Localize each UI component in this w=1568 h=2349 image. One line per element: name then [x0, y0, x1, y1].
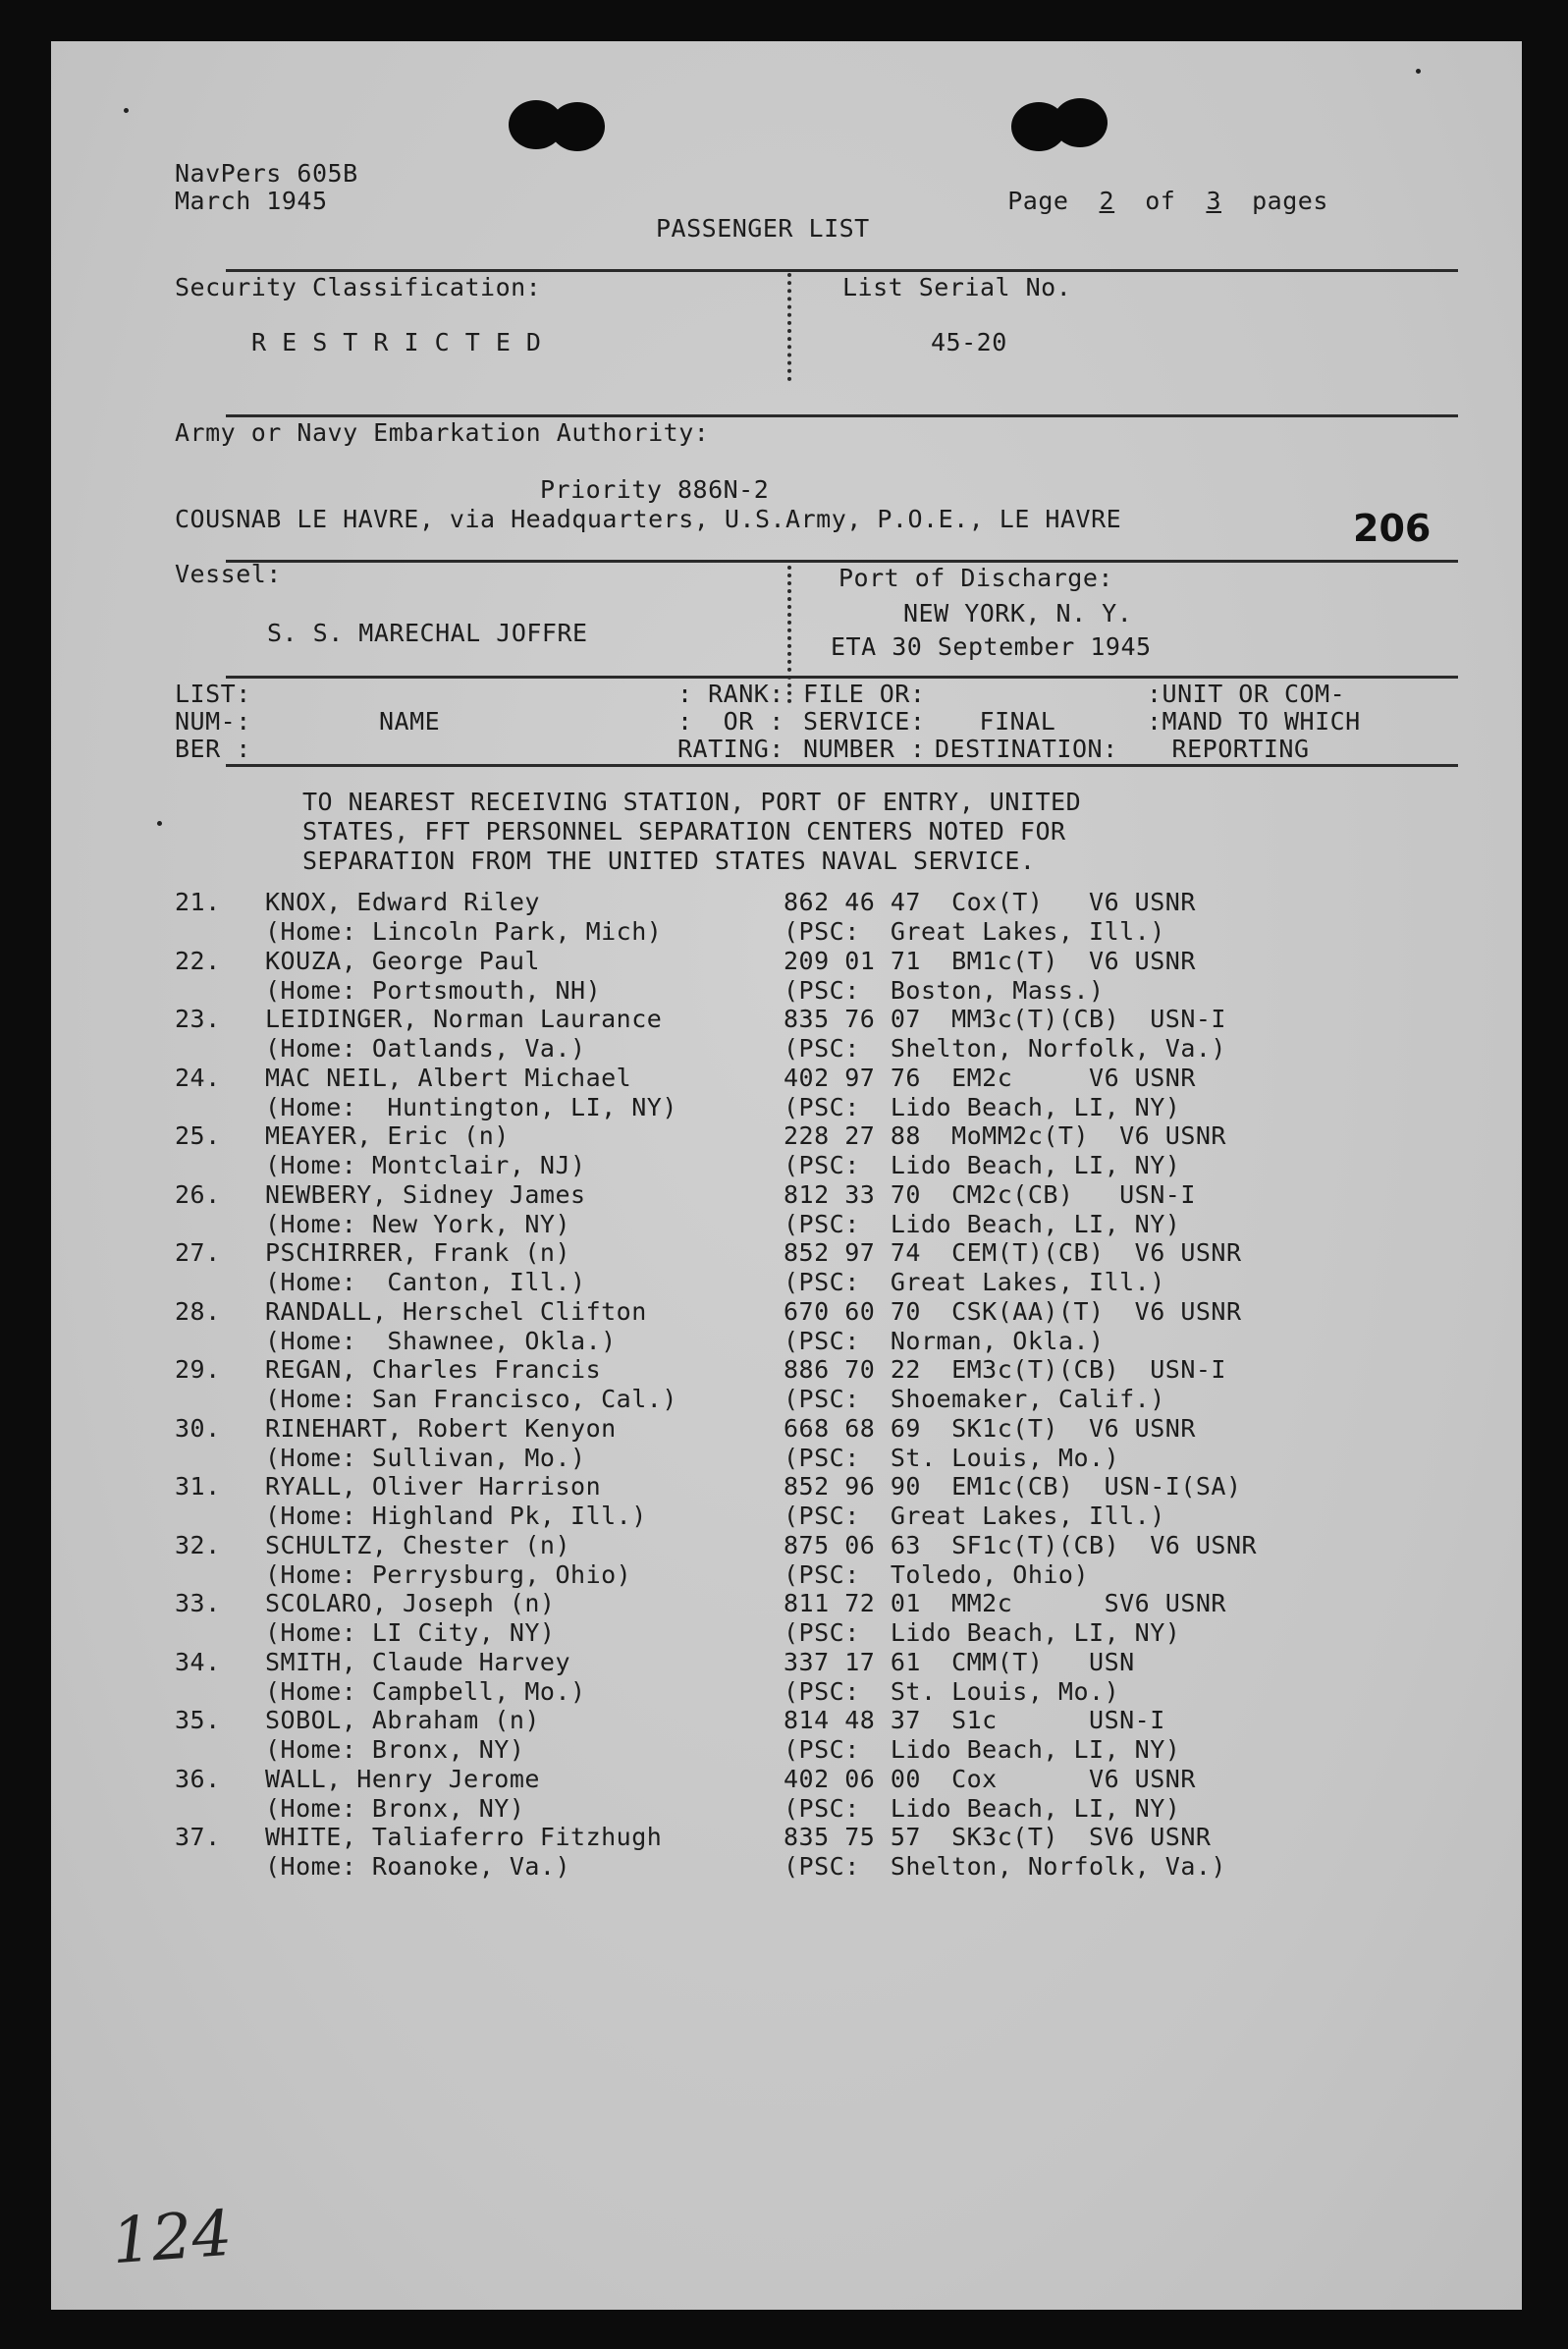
entry-number: 27. — [175, 1238, 221, 1267]
list-item — [51, 1531, 1522, 1590]
entry-service: 886 70 22 EM3c(T)(CB) USN-I — [784, 1355, 1226, 1384]
entry-name: SCHULTZ, Chester (n) — [265, 1530, 571, 1559]
col-unit-1: :UNIT OR COM- — [1147, 680, 1346, 708]
entry-service: 811 72 01 MM2c SV6 USNR — [784, 1589, 1226, 1617]
serial-label: List Serial No. — [842, 273, 1072, 301]
discharge-port: NEW YORK, N. Y. — [903, 599, 1133, 628]
entry-home: (Home: Oatlands, Va.) — [265, 1034, 586, 1063]
entry-name: WALL, Henry Jerome — [265, 1764, 540, 1793]
list-item — [51, 1648, 1522, 1707]
entry-home: (Home: Canton, Ill.) — [265, 1268, 586, 1296]
note-line-2: STATES, FFT PERSONNEL SEPARATION CENTERS NOTED FOR — [302, 817, 1066, 846]
entry-service: 812 33 70 CM2c(CB) USN-I — [784, 1179, 1196, 1209]
entry-number: 23. — [175, 1005, 221, 1033]
entry-psc: (PSC: Lido Beach, LI, NY) — [784, 1151, 1181, 1179]
page-number: 2 — [1099, 187, 1115, 215]
col-dest-2: FINAL — [964, 707, 1056, 736]
vessel-label: Vessel: — [175, 560, 282, 588]
entry-name: REGAN, Charles Francis — [265, 1355, 602, 1384]
entry-psc: (PSC: Great Lakes, Ill.) — [784, 917, 1165, 946]
entry-service: 228 27 88 MoMM2c(T) V6 USNR — [784, 1121, 1226, 1150]
col-file-1: FILE OR: — [803, 680, 926, 708]
entry-name: PSCHIRRER, Frank (n) — [265, 1238, 571, 1267]
col-rank-2: : OR : — [677, 707, 784, 736]
list-item — [51, 1005, 1522, 1064]
entry-number: 31. — [175, 1472, 221, 1501]
entry-psc: (PSC: Shelton, Norfolk, Va.) — [784, 1034, 1226, 1063]
entry-home: (Home: Bronx, NY) — [265, 1793, 525, 1823]
list-item — [51, 1472, 1522, 1531]
handwritten-number: 124 — [109, 2197, 235, 2279]
stamp-number: 206 — [1353, 507, 1432, 550]
entry-psc: (PSC: Shoemaker, Calif.) — [784, 1385, 1165, 1413]
entry-service: 402 97 76 EM2c V6 USNR — [784, 1063, 1196, 1092]
entry-number: 28. — [175, 1296, 221, 1326]
list-item — [51, 1706, 1522, 1765]
note-line-1: TO NEAREST RECEIVING STATION, PORT OF ENTRY, UNITED — [302, 788, 1082, 816]
entry-psc: (PSC: Great Lakes, Ill.) — [784, 1268, 1165, 1296]
entry-service: 835 75 57 SK3c(T) SV6 USNR — [784, 1823, 1212, 1851]
col-unit-3: REPORTING — [1157, 735, 1310, 763]
entry-name: NEWBERY, Sidney James — [265, 1179, 586, 1209]
entry-psc: (PSC: Shelton, Norfolk, Va.) — [784, 1852, 1226, 1881]
form-id: NavPers 605B — [175, 159, 358, 188]
entry-home: (Home: Montclair, NJ) — [265, 1151, 586, 1179]
rule — [226, 560, 1458, 563]
entry-number: 35. — [175, 1706, 221, 1734]
entry-service: 835 76 07 MM3c(T)(CB) USN-I — [784, 1005, 1226, 1033]
entry-number: 26. — [175, 1179, 221, 1209]
entry-name: RANDALL, Herschel Clifton — [265, 1296, 647, 1326]
entry-home: (Home: New York, NY) — [265, 1209, 571, 1238]
authority-priority: Priority 886N-2 — [540, 475, 770, 504]
authority-label: Army or Navy Embarkation Authority: — [175, 418, 710, 447]
discharge-label: Port of Discharge: — [838, 564, 1113, 592]
col-file-3: NUMBER : — [803, 735, 926, 763]
col-unit-2: :MAND TO WHICH — [1147, 707, 1361, 736]
col-list-2: NUM-: — [175, 707, 251, 736]
entry-service: 668 68 69 SK1c(T) V6 USNR — [784, 1413, 1196, 1443]
entry-home: (Home: Perrysburg, Ohio) — [265, 1559, 632, 1589]
of-label: of — [1145, 187, 1176, 215]
entry-home: (Home: Campbell, Mo.) — [265, 1676, 586, 1706]
entry-name: MEAYER, Eric (n) — [265, 1121, 510, 1150]
entry-psc: (PSC: Lido Beach, LI, NY) — [784, 1793, 1181, 1823]
entry-service: 852 96 90 EM1c(CB) USN-I(SA) — [784, 1472, 1242, 1501]
entry-service: 670 60 70 CSK(AA)(T) V6 USNR — [784, 1296, 1242, 1326]
vessel-value: S. S. MARECHAL JOFFRE — [267, 619, 588, 647]
list-item — [51, 1355, 1522, 1414]
col-file-2: SERVICE: — [803, 707, 926, 736]
list-item — [51, 1765, 1522, 1824]
form-date: March 1945 — [175, 187, 328, 215]
rule — [226, 676, 1458, 679]
entry-service: 862 46 47 Cox(T) V6 USNR — [784, 888, 1196, 916]
list-item — [51, 1414, 1522, 1473]
security-value: R E S T R I C T E D — [251, 328, 542, 356]
entry-psc: (PSC: Boston, Mass.) — [784, 975, 1105, 1005]
document-title: PASSENGER LIST — [656, 214, 870, 243]
list-item — [51, 1589, 1522, 1648]
pages-label: pages — [1252, 187, 1328, 215]
entry-number: 32. — [175, 1530, 221, 1559]
document-page — [51, 41, 1522, 2310]
entry-psc: (PSC: Lido Beach, LI, NY) — [784, 1618, 1181, 1647]
list-item — [51, 1180, 1522, 1239]
col-name: NAME — [379, 707, 441, 736]
entry-name: KOUZA, George Paul — [265, 946, 540, 975]
entry-name: RINEHART, Robert Kenyon — [265, 1413, 617, 1443]
entry-name: MAC NEIL, Albert Michael — [265, 1063, 632, 1092]
speck — [124, 108, 129, 113]
entry-name: SMITH, Claude Harvey — [265, 1647, 571, 1676]
list-item — [51, 1823, 1522, 1882]
list-item — [51, 1297, 1522, 1356]
discharge-eta: ETA 30 September 1945 — [831, 632, 1152, 661]
entry-home: (Home: Highland Pk, Ill.) — [265, 1502, 647, 1530]
entry-service: 814 48 37 S1c USN-I — [784, 1706, 1165, 1734]
entry-name: WHITE, Taliaferro Fitzhugh — [265, 1823, 663, 1851]
entry-psc: (PSC: St. Louis, Mo.) — [784, 1443, 1120, 1472]
entry-home: (Home: Roanoke, Va.) — [265, 1852, 571, 1881]
entry-number: 34. — [175, 1647, 221, 1676]
entry-name: KNOX, Edward Riley — [265, 888, 540, 916]
entry-number: 30. — [175, 1413, 221, 1443]
entry-name: SCOLARO, Joseph (n) — [265, 1589, 556, 1617]
col-list-1: LIST: — [175, 680, 251, 708]
entry-psc: (PSC: Norman, Okla.) — [784, 1326, 1105, 1355]
entry-service: 852 97 74 CEM(T)(CB) V6 USNR — [784, 1238, 1242, 1267]
entry-service: 402 06 00 Cox V6 USNR — [784, 1764, 1196, 1793]
entry-service: 875 06 63 SF1c(T)(CB) V6 USNR — [784, 1530, 1258, 1559]
rule — [226, 764, 1458, 767]
entry-number: 24. — [175, 1063, 221, 1092]
entry-name: RYALL, Oliver Harrison — [265, 1472, 602, 1501]
entry-home: (Home: LI City, NY) — [265, 1618, 556, 1647]
entry-home: (Home: Sullivan, Mo.) — [265, 1443, 586, 1472]
entry-number: 36. — [175, 1764, 221, 1793]
entry-psc: (PSC: Toledo, Ohio) — [784, 1559, 1090, 1589]
entry-number: 22. — [175, 946, 221, 975]
col-dest-3: DESTINATION: — [935, 735, 1118, 763]
col-rank-3: RATING: — [677, 735, 784, 763]
authority-line: COUSNAB LE HAVRE, via Headquarters, U.S.Army, P.O.E., LE HAVRE — [175, 505, 1122, 533]
col-rank-1: : RANK: — [677, 680, 784, 708]
page-label: Page — [1007, 187, 1069, 215]
list-item — [51, 888, 1522, 947]
entry-name: SOBOL, Abraham (n) — [265, 1706, 540, 1734]
speck — [1416, 69, 1421, 74]
entry-number: 29. — [175, 1355, 221, 1384]
list-item — [51, 1238, 1522, 1297]
entry-home: (Home: San Francisco, Cal.) — [265, 1385, 677, 1413]
divider-dots — [787, 273, 795, 381]
entry-number: 33. — [175, 1589, 221, 1617]
entry-psc: (PSC: Lido Beach, LI, NY) — [784, 1092, 1181, 1121]
page-total: 3 — [1206, 187, 1221, 215]
entry-name: LEIDINGER, Norman Laurance — [265, 1005, 663, 1033]
col-list-3: BER : — [175, 735, 251, 763]
rule — [226, 414, 1458, 417]
speck — [157, 821, 162, 826]
entry-home: (Home: Lincoln Park, Mich) — [265, 917, 663, 946]
punch-hole-right-2 — [1053, 98, 1108, 147]
entry-psc: (PSC: Great Lakes, Ill.) — [784, 1502, 1165, 1530]
list-item — [51, 1064, 1522, 1122]
entry-service: 337 17 61 CMM(T) USN — [784, 1647, 1135, 1676]
entry-home: (Home: Portsmouth, NH) — [265, 975, 602, 1005]
page-indicator — [946, 157, 1328, 246]
punch-hole-left-2 — [550, 102, 605, 151]
divider-dots — [787, 566, 795, 703]
entry-number: 37. — [175, 1823, 221, 1851]
note-line-3: SEPARATION FROM THE UNITED STATES NAVAL SERVICE. — [302, 847, 1036, 875]
entry-service: 209 01 71 BM1c(T) V6 USNR — [784, 946, 1196, 975]
rule — [226, 269, 1458, 272]
list-item — [51, 1121, 1522, 1180]
entry-psc: (PSC: Lido Beach, LI, NY) — [784, 1735, 1181, 1764]
entry-home: (Home: Huntington, LI, NY) — [265, 1092, 677, 1121]
entry-number: 21. — [175, 888, 221, 916]
serial-value: 45-20 — [931, 328, 1007, 356]
list-item — [51, 947, 1522, 1006]
entry-psc: (PSC: St. Louis, Mo.) — [784, 1676, 1120, 1706]
entry-psc: (PSC: Lido Beach, LI, NY) — [784, 1209, 1181, 1238]
entry-number: 25. — [175, 1121, 221, 1150]
entry-home: (Home: Bronx, NY) — [265, 1735, 525, 1764]
security-label: Security Classification: — [175, 273, 542, 301]
entry-home: (Home: Shawnee, Okla.) — [265, 1326, 617, 1355]
